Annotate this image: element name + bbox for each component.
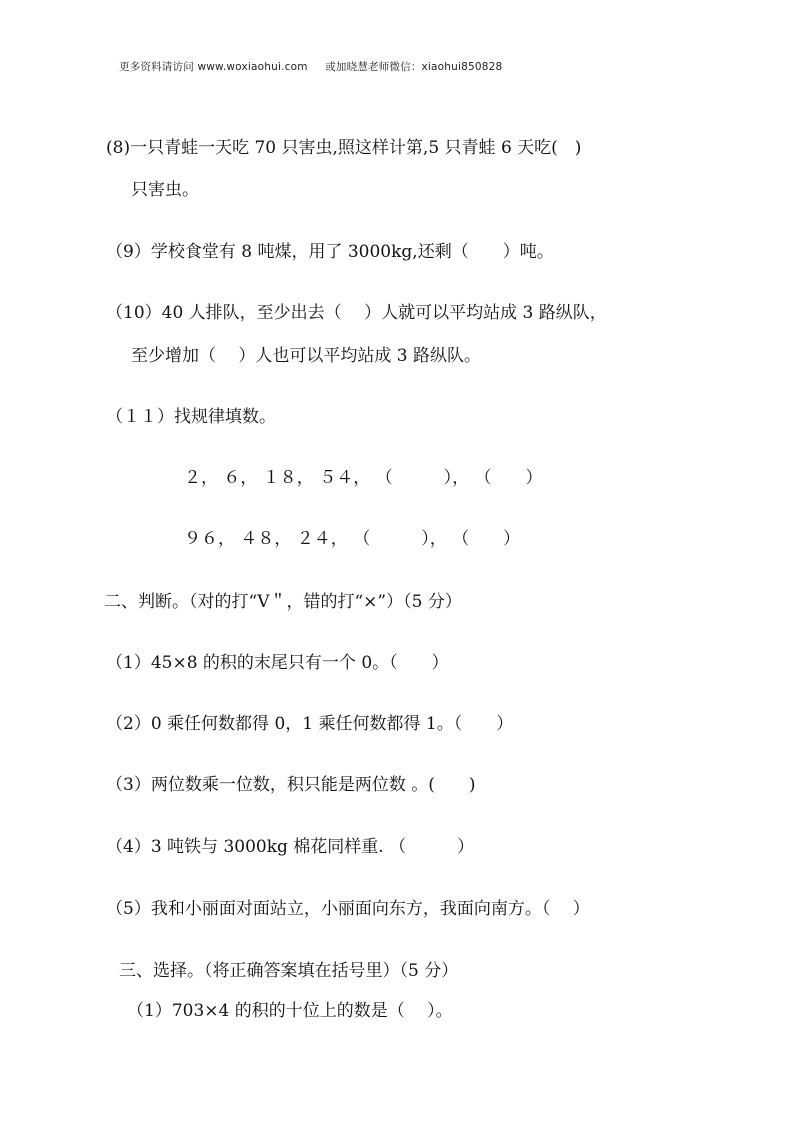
choice-item-1: （1）703×4 的积的十位上的数是（ ）。 [127,1001,453,1021]
question-8-line-2: 只害虫。 [131,180,199,200]
judge-item-2: （2）0 乘任何数都得 0，1 乘任何数都得 1。（ ） [106,714,514,734]
question-10-line-2: 至少增加（ ）人也可以平均站成 3 路纵队。 [131,346,482,366]
question-10-line-1: （10）40 人排队，至少出去（ ）人就可以平均站成 3 路纵队， [106,303,607,323]
section-2-title: 二、判断。（对的打“V＂，错的打“×”）（5 分） [104,592,462,612]
judge-item-3: （3）两位数乘一位数，积只能是两位数 。( ) [106,775,476,795]
question-11-sequence-1: ２， ６， １８， ５４， （ ）， （ ） [184,468,543,488]
question-11-sequence-2: ９６， ４８， ２４， （ ）， （ ） [184,529,521,549]
page-header [119,59,502,74]
judge-item-4: （4）3 吨铁与 3000kg 棉花同样重. （ ） [106,837,475,857]
question-9: （9）学校食堂有 8 吨煤，用了 3000kg,还剩（ ）吨。 [106,242,554,262]
header-url: www.woxiaohui.com [197,61,308,73]
question-8-line-1: (8)一只青蛙一天吃 70 只害虫,照这样计第,5 只青蛙 6 天吃( ) [106,138,582,158]
header-right-text: 或加晓慧老师微信：xiaohui850828 [325,61,503,73]
header-left-text: 更多资料请访问 [119,61,194,73]
question-11: （１１）找规律填数。 [106,407,276,427]
judge-item-5: （5）我和小丽面对面站立，小丽面向东方，我面向南方。（ ） [106,899,590,919]
judge-item-1: （1）45×8 的积的末尾只有一个 0。（ ） [106,653,449,673]
section-3-title: 三、选择。（将正确答案填在括号里）（5 分） [119,961,459,981]
